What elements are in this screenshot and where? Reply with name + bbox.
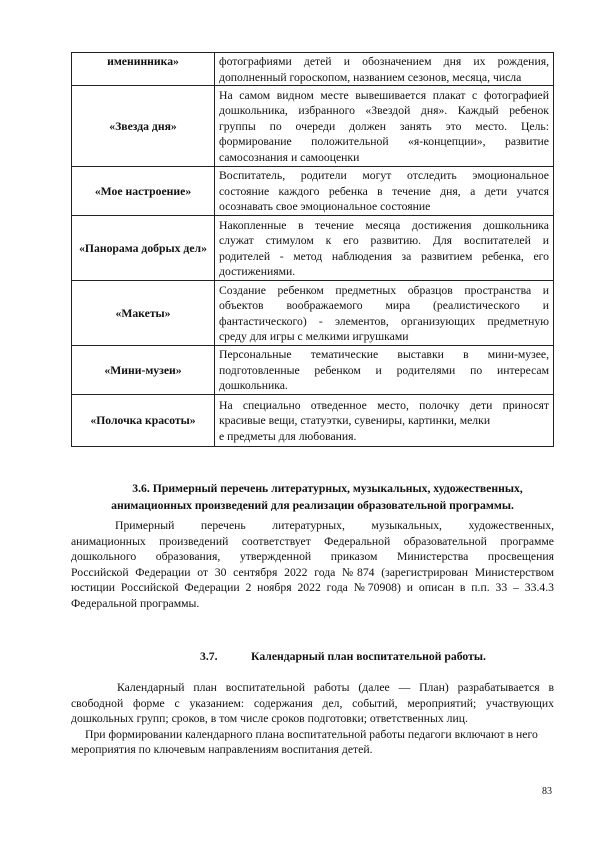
row-text-line: родителей - метод наблюдения за развитием ребенка, его: [219, 249, 549, 263]
row-text-line: Накопленные в течение месяца достижения дошкольника: [219, 218, 549, 232]
row-text-line: самосознания и самооценки: [219, 150, 360, 164]
row-text-line: красивые вещи, статуэтки, сувениры, картинки, мелки: [219, 414, 491, 428]
row-text-line: среду для игры с мелкими игрушками: [219, 330, 409, 343]
section-title: Календарный план воспитательной работы.: [251, 650, 486, 663]
row-text-line: Создание ребенком предметных образцов пространства и: [219, 283, 549, 297]
row-text-line: служат стимулом к его развитию. Для воспитателей и: [219, 234, 549, 247]
row-name: «Звезда дня»: [72, 86, 215, 167]
row-text-line: подготовленные ребенком и родителями по интересам: [219, 363, 549, 377]
activities-table: [71, 52, 554, 447]
row-text-line: формирование положительной «я-концепции», развитие: [219, 135, 549, 149]
row-text-line: дополненный гороскопом, названием сезонов, месяца, числа: [219, 70, 522, 84]
row-text-line: осознавать свое эмоциональное состояние: [219, 200, 431, 214]
row-name: «Мое настроение»: [72, 167, 215, 216]
section-3-7-paragraph: Календарный план воспитательной работы (далее — План) разрабатывается в свободной форме с указанием: содержания дел, событий, мероприятий; участвующих дошкольных групп; сроков, в том числе сроков подготовки; ответственных лиц. При формировании календарного плана воспитательной работы педагоги включают в него мероприятия по ключевым направлениям воспитания детей.: [71, 681, 554, 756]
row-text-line: группы по очереди должен занять это место. Цель:: [219, 119, 549, 133]
table-row: [72, 395, 554, 447]
row-name: именинника»: [72, 53, 215, 86]
table-row: [72, 53, 554, 86]
row-name: «Полочка красоты»: [72, 395, 215, 447]
table-row: [72, 86, 554, 167]
row-text-line: На специально отведенное место, полочку дети приносят: [219, 398, 549, 412]
row-text-line: достижениями.: [219, 265, 296, 278]
row-text-line: е предметы для любования.: [219, 429, 357, 443]
table-row: [72, 281, 554, 346]
row-text-line: На самом видном месте вывешивается плакат с фотографией: [219, 88, 549, 102]
table-row: [72, 216, 554, 281]
table-row: [72, 167, 554, 216]
row-name: «Мини-музеи»: [72, 346, 215, 395]
section-3-6-paragraph: Примерный перечень литературных, музыкальных, художественных, анимационных произведений соответствует Федеральной образовательной программе дошкольного образования, утвержденной приказом Министерства просвещения Российской Федерации от 30 сентября 2022 года №874 (зарегистрирован Министерством юстиции Российской Федерации 2 ноября 2022 года №70908) и описан в п.п. 33 – 33.4.3 Федеральной программы.: [71, 519, 554, 610]
row-text-line: Воспитатель, родители могут отследить эмоциональное: [219, 169, 549, 183]
row-text-line: Персональные тематические выставки в мини-музее,: [219, 348, 549, 362]
row-text-line: состояние каждого ребенка в течение дня, а дети учатся: [219, 184, 549, 198]
page-number: 83: [542, 786, 552, 797]
row-text-line: дошкольника.: [219, 379, 288, 393]
row-text-line: фантастического) - элементов, организующих предметную: [219, 314, 549, 328]
row-name: «Макеты»: [72, 281, 215, 346]
table-row: [72, 346, 554, 395]
row-text-line: дошкольника, избранного «Звездой дня». Каждый ребенок: [219, 104, 549, 118]
section-number: 3.7.: [200, 650, 218, 663]
row-name: «Панорама добрых дел»: [72, 216, 215, 281]
section-3-6-heading: 3.6. Примерный перечень литературных, музыкальных, художественных, анимационных произведений для реализации образовательной программы.: [111, 482, 523, 512]
row-text-line: фотографиями детей и обозначением дня их рождения,: [219, 55, 549, 68]
row-text-line: объектов воображаемого мира (реалистического и: [219, 299, 549, 312]
